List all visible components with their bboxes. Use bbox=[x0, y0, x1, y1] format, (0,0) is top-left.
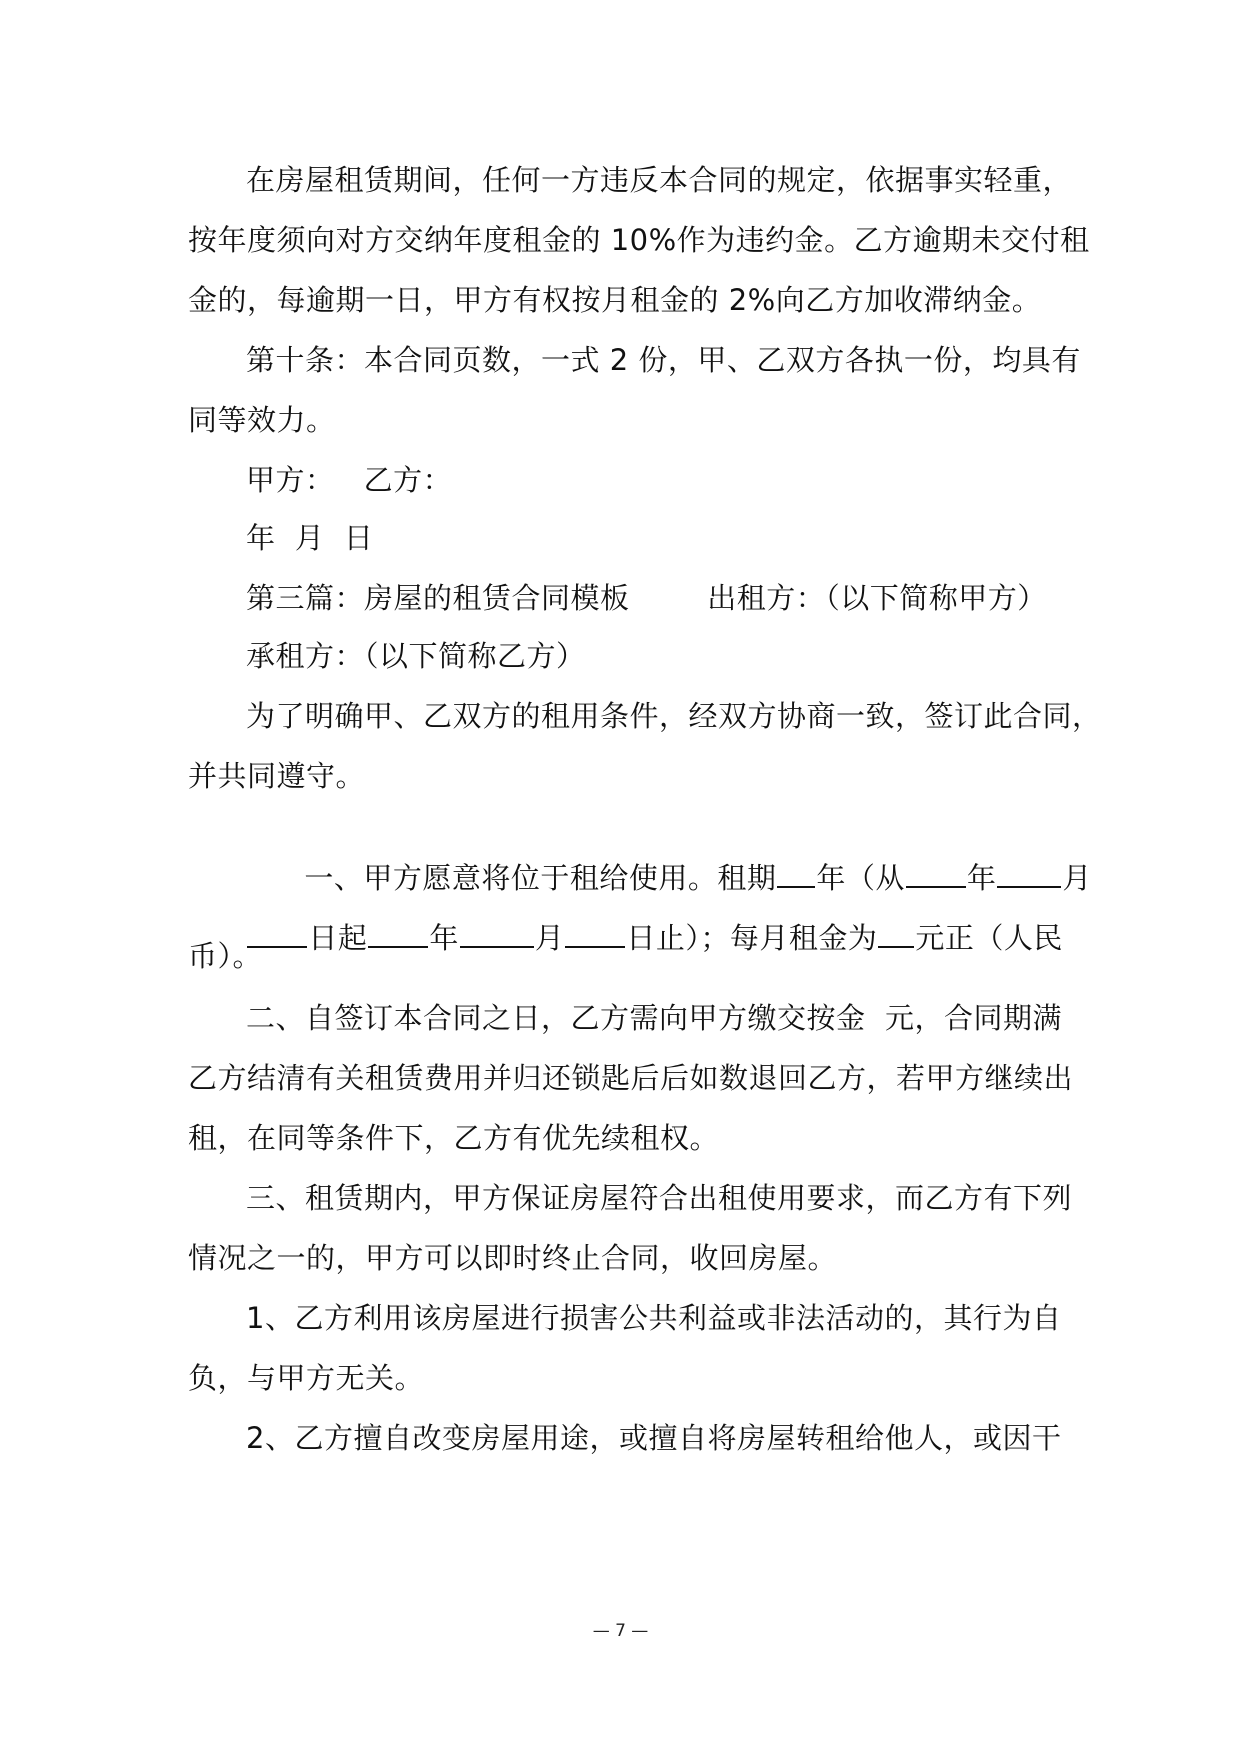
date-line: 年 月 日 bbox=[246, 521, 374, 555]
clause-text: 月 bbox=[1062, 861, 1092, 895]
paragraph-line: 承租方：（以下简称乙方） bbox=[246, 639, 586, 673]
paragraph-line: 三、租赁期内，甲方保证房屋符合出租使用要求，而乙方有下列 bbox=[246, 1181, 1073, 1215]
blank-field bbox=[878, 916, 914, 948]
blank-field bbox=[460, 916, 534, 948]
clause-line: 币）。 bbox=[188, 939, 263, 973]
paragraph-line: 第十条：本合同页数，一式 2 份，甲、乙双方各执一份，均具有 bbox=[246, 343, 1081, 377]
paragraph-line: 在房屋租赁期间，任何一方违反本合同的规定，依据事实轻重， bbox=[246, 163, 1073, 197]
clause-text: 年（从 bbox=[816, 861, 905, 895]
paragraph-line: 同等效力。 bbox=[188, 403, 336, 437]
paragraph-line: 乙方结清有关租赁费用并归还锁匙后后如数退回乙方，若甲方继续出 bbox=[188, 1061, 1074, 1095]
clause-line bbox=[188, 876, 1063, 955]
clause-text: 年 bbox=[429, 921, 459, 955]
blank-field bbox=[368, 916, 428, 948]
clause-text: 元正（人民 bbox=[915, 921, 1063, 955]
page-number: — 7 — bbox=[592, 1621, 649, 1641]
signature-line: 甲方： 乙方： bbox=[246, 463, 453, 497]
section-heading: 第三篇：房屋的租赁合同模板 出租方：（以下简称甲方） bbox=[246, 581, 1047, 615]
clause-text: 日止）；每月租金为 bbox=[626, 921, 878, 955]
clause-text: 一、甲方愿意将位于租给使用。租期 bbox=[304, 861, 777, 895]
paragraph-line: 二、自签订本合同之日，乙方需向甲方缴交按金 元，合同期满 bbox=[246, 1001, 1062, 1035]
paragraph-line: 并共同遵守。 bbox=[188, 759, 366, 793]
clause-line bbox=[246, 816, 1092, 895]
paragraph-line: 负，与甲方无关。 bbox=[188, 1361, 425, 1395]
clause-text: 月 bbox=[534, 921, 565, 955]
paragraph-line: 为了明确甲、乙双方的租用条件，经双方协商一致，签订此合同， bbox=[246, 699, 1102, 733]
paragraph-line: 金的，每逾期一日，甲方有权按月租金的 2%向乙方加收滞纳金。 bbox=[188, 283, 1042, 317]
paragraph-line: 2、乙方擅自改变房屋用途，或擅自将房屋转租给他人，或因干 bbox=[246, 1421, 1062, 1455]
clause-text: 日起 bbox=[308, 921, 368, 955]
paragraph-line: 情况之一的，甲方可以即时终止合同，收回房屋。 bbox=[188, 1241, 838, 1275]
paragraph-line: 租，在同等条件下，乙方有优先续租权。 bbox=[188, 1121, 720, 1155]
clause-text: 年 bbox=[966, 861, 997, 895]
blank-field bbox=[565, 916, 625, 948]
paragraph-line: 1、乙方利用该房屋进行损害公共利益或非法活动的，其行为自 bbox=[246, 1301, 1062, 1335]
paragraph-line: 按年度须向对方交纳年度租金的 10%作为违约金。乙方逾期未交付租 bbox=[188, 223, 1090, 257]
